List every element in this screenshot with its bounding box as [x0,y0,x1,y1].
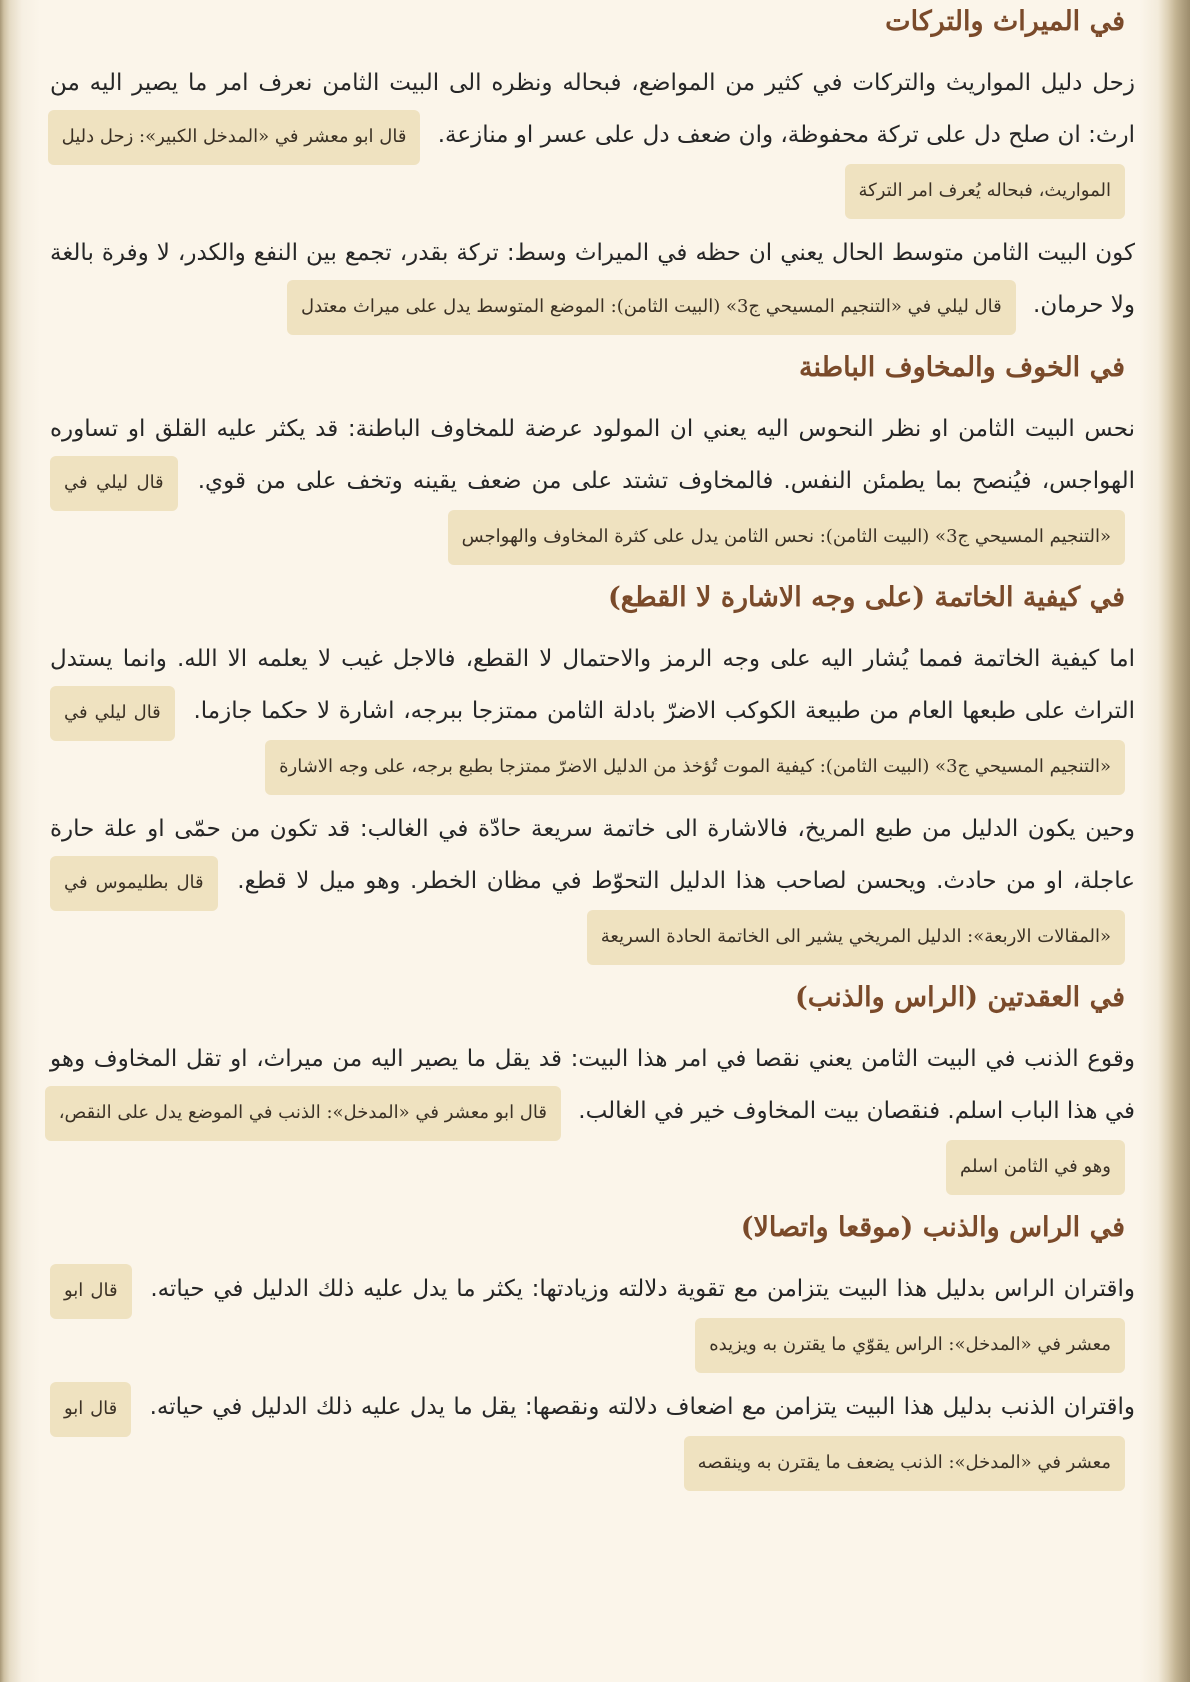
paragraph-text: كون البيت الثامن متوسط الحال يعني ان حظه في الميراث وسط: تركة بقدر، تجمع بين النفع والكدر، لا وفرة بالغة ولا حرمان. [50,240,1135,318]
section-inheritance [50,0,1135,333]
body-paragraph [50,633,1135,793]
paragraph-text: نحس البيت الثامن او نظر النحوس اليه يعني ان المولود عرضة للمخاوف الباطنة: قد يكثر عليه القلق او تساوره الهواجس، فيُنصح بما يطمئن النفس. فالمخاوف تشتد على من ضعف يقينه وتخف على من قوي. [50,416,1135,494]
body-paragraph [50,403,1135,563]
section-heading: في العقدتين (الراس والذنب) [794,982,1125,1013]
citation-quote: قال ابو معشر في «المدخل الكبير»: زحل دليل المواريث، فبحاله يُعرف امر التركة [48,110,1125,219]
section-lunar-nodes [50,976,1135,1193]
paragraph-text: واقتران الذنب بدليل هذا البيت يتزامن مع اضعاف دلالته ونقصها: يقل ما يدل عليه ذلك الدليل في حياته. [149,1394,1135,1420]
citation-quote: قال ابو معشر في «المدخل»: الذنب في الموضع يدل على النقص، وهو في الثامن اسلم [45,1086,1125,1195]
paragraph-text: زحل دليل المواريث والتركات في كثير من المواضع، فبحاله ونظره الى البيت الثامن نعرف امر ما يصير اليه من ارث: ان صلح دل على تركة محفوظة، وان ضعف دل على عسر او منازعة. [50,70,1135,148]
body-paragraph [50,1033,1135,1193]
body-paragraph [50,1263,1135,1371]
body-paragraph [50,1381,1135,1489]
citation-quote: قال ليلي في «التنجيم المسيحي ج3» (البيت الثامن): كيفية الموت تُؤخذ من الدليل الاضرّ ممتزجا بطبع برجه، على وجه الاشارة [50,686,1125,795]
citation-quote: قال ابو معشر في «المدخل»: الراس يقوّي ما يقترن به ويزيده [50,1264,1125,1373]
section-heading: في كيفية الخاتمة (على وجه الاشارة لا القطع) [607,582,1125,613]
citation-quote: قال ليلي في «التنجيم المسيحي ج3» (البيت الثامن): نحس الثامن يدل على كثرة المخاوف والهواجس [50,456,1125,565]
section-heading: في الخوف والمخاوف الباطنة [799,352,1125,383]
document-body [50,0,1135,1489]
body-paragraph [50,803,1135,963]
body-paragraph [50,57,1135,217]
section-head-tail [50,1206,1135,1489]
paragraph-text: واقتران الراس بدليل هذا البيت يتزامن مع تقوية دلالته وزيادتها: يكثر ما يدل عليه ذلك الدليل في حياته. [150,1276,1136,1302]
section-heading: في الميراث والتركات [885,6,1125,37]
body-paragraph [50,227,1135,333]
section-ending [50,576,1135,963]
paragraph-text: وقوع الذنب في البيت الثامن يعني نقصا في امر هذا البيت: قد يقل ما يصير اليه من ميراث، او تقل المخاوف وهو في هذا الباب اسلم. فنقصان بيت المخاوف خير في الغالب. [50,1046,1135,1124]
section-fears [50,346,1135,563]
citation-quote: قال ابو معشر في «المدخل»: الذنب يضعف ما يقترن به وينقصه [50,1382,1125,1491]
paragraph-text: اما كيفية الخاتمة فمما يُشار اليه على وجه الرمز والاحتمال لا القطع، فالاجل غيب لا يعلمه الا الله. وانما يستدل التراث على طبعها العام من طبيعة الكوكب الاضرّ بادلة الثامن ممتزجا ببرجه، اشارة لا حكما جازما. [50,646,1136,724]
paragraph-text: وحين يكون الدليل من طبع المريخ، فالاشارة الى خاتمة سريعة حادّة في الغالب: قد تكون من حمّى او علة حارة عاجلة، او من حادث. ويحسن لصاحب هذا الدليل التحوّط في مظان الخطر. وهو ميل لا قطع. [50,816,1136,894]
citation-quote: قال بطليموس في «المقالات الاربعة»: الدليل المريخي يشير الى الخاتمة الحادة السريعة [50,856,1125,965]
citation-quote: قال ليلي في «التنجيم المسيحي ج3» (البيت الثامن): الموضع المتوسط يدل على ميراث معتدل [287,280,1016,335]
section-heading: في الراس والذنب (موقعا واتصالا) [740,1212,1125,1243]
